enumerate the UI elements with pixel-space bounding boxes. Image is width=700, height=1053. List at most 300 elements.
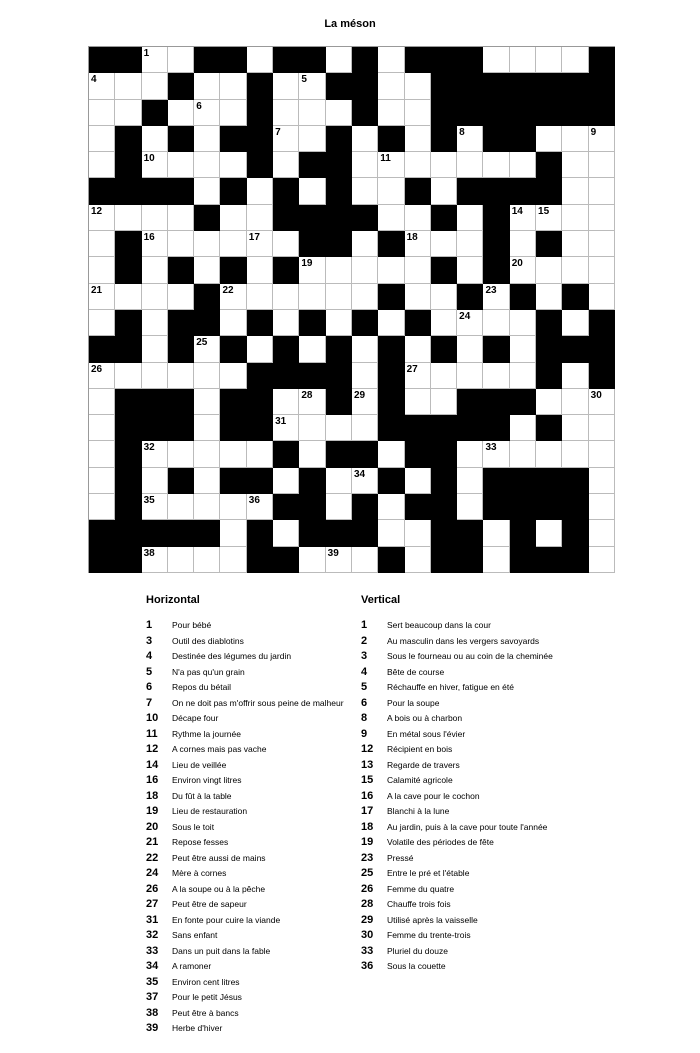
grid-cell[interactable] (115, 100, 141, 126)
grid-cell[interactable] (405, 73, 431, 99)
grid-cell[interactable] (194, 100, 220, 126)
grid-cell[interactable] (247, 494, 273, 520)
clue-item[interactable] (146, 712, 344, 728)
grid-cell[interactable] (220, 231, 246, 257)
grid-cell[interactable] (510, 47, 536, 73)
grid-cell[interactable] (457, 310, 483, 336)
grid-cell[interactable] (510, 441, 536, 467)
grid-cell[interactable] (142, 257, 168, 283)
grid-cell[interactable] (220, 284, 246, 310)
clue-number: 24 (146, 867, 159, 879)
clue-item[interactable] (146, 852, 344, 868)
grid-cell[interactable] (352, 126, 378, 152)
grid-cell[interactable] (89, 494, 115, 520)
grid-cell[interactable] (405, 468, 431, 494)
grid-cell-black (194, 520, 220, 546)
grid-cell[interactable] (247, 284, 273, 310)
grid-cell[interactable] (536, 284, 562, 310)
grid-cell[interactable] (168, 205, 194, 231)
clue-item[interactable] (361, 681, 553, 697)
grid-cell[interactable] (194, 494, 220, 520)
grid-cell[interactable] (457, 468, 483, 494)
grid-cell[interactable] (562, 257, 588, 283)
grid-cell[interactable] (589, 205, 615, 231)
grid-cell[interactable] (326, 47, 352, 73)
grid-cell[interactable] (220, 363, 246, 389)
grid-cell[interactable] (536, 126, 562, 152)
grid-cell[interactable] (589, 547, 615, 573)
grid-cell-black (326, 441, 352, 467)
clue-item[interactable] (361, 728, 553, 744)
grid-cell[interactable] (194, 441, 220, 467)
cell-number: 29 (353, 389, 366, 401)
grid-cell[interactable] (562, 178, 588, 204)
grid-cell[interactable] (142, 284, 168, 310)
grid-cell[interactable] (273, 520, 299, 546)
clue-item[interactable] (361, 867, 553, 883)
grid-cell[interactable] (589, 468, 615, 494)
grid-cell[interactable] (457, 126, 483, 152)
clue-item[interactable] (361, 743, 553, 759)
grid-cell[interactable] (457, 336, 483, 362)
grid-cell[interactable] (247, 178, 273, 204)
clue-item[interactable] (146, 1022, 344, 1038)
grid-cell[interactable] (194, 257, 220, 283)
grid-cell[interactable] (431, 152, 457, 178)
grid-cell-black (589, 100, 615, 126)
clue-item[interactable] (146, 945, 344, 961)
grid-cell[interactable] (405, 336, 431, 362)
grid-cell[interactable] (378, 494, 404, 520)
grid-cell[interactable] (89, 284, 115, 310)
clue-item[interactable] (361, 898, 553, 914)
grid-cell[interactable] (194, 152, 220, 178)
grid-cell[interactable] (273, 152, 299, 178)
grid-cell[interactable] (247, 441, 273, 467)
grid-cell[interactable] (115, 205, 141, 231)
grid-cell[interactable] (194, 389, 220, 415)
grid-cell[interactable] (168, 231, 194, 257)
grid-cell-black (115, 231, 141, 257)
grid-cell[interactable] (378, 310, 404, 336)
clue-item[interactable] (146, 728, 344, 744)
grid-cell[interactable] (89, 126, 115, 152)
grid-cell[interactable] (89, 310, 115, 336)
grid-cell[interactable] (299, 547, 325, 573)
clue-item[interactable] (146, 650, 344, 666)
grid-cell[interactable] (220, 152, 246, 178)
grid-cell[interactable] (378, 441, 404, 467)
grid-cell[interactable] (194, 547, 220, 573)
grid-cell-black (405, 494, 431, 520)
grid-cell[interactable] (273, 126, 299, 152)
grid-cell[interactable] (562, 415, 588, 441)
clue-item[interactable] (146, 821, 344, 837)
grid-cell[interactable] (352, 415, 378, 441)
grid-cell[interactable] (483, 441, 509, 467)
clue-item[interactable] (146, 883, 344, 899)
grid-cell[interactable] (142, 494, 168, 520)
grid-cell[interactable] (483, 363, 509, 389)
grid-cell[interactable] (89, 415, 115, 441)
grid-cell[interactable] (142, 73, 168, 99)
grid-cell[interactable] (247, 47, 273, 73)
grid-cell[interactable] (405, 205, 431, 231)
grid-cell[interactable] (326, 310, 352, 336)
grid-cell[interactable] (89, 205, 115, 231)
clue-item[interactable] (361, 929, 553, 945)
grid-cell[interactable] (220, 547, 246, 573)
grid-cell-black (457, 178, 483, 204)
clue-item[interactable] (361, 852, 553, 868)
grid-cell[interactable] (405, 100, 431, 126)
grid-cell[interactable] (562, 310, 588, 336)
grid-cell[interactable] (510, 152, 536, 178)
grid-cell[interactable] (326, 257, 352, 283)
clue-text: Outil des diablotins (172, 635, 244, 646)
grid-cell[interactable] (536, 205, 562, 231)
clue-item[interactable] (146, 991, 344, 1007)
clue-item[interactable] (361, 883, 553, 899)
clue-item[interactable] (361, 666, 553, 682)
grid-cell[interactable] (378, 73, 404, 99)
grid-cell[interactable] (352, 336, 378, 362)
grid-cell[interactable] (510, 363, 536, 389)
grid-cell[interactable] (378, 205, 404, 231)
grid-cell[interactable] (142, 126, 168, 152)
cell-number: 35 (143, 495, 155, 507)
grid-cell[interactable] (89, 441, 115, 467)
clue-item[interactable] (146, 759, 344, 775)
grid-cell[interactable] (378, 100, 404, 126)
grid-cell[interactable] (405, 231, 431, 257)
grid-cell[interactable] (220, 310, 246, 336)
grid-cell[interactable] (299, 415, 325, 441)
grid-cell[interactable] (168, 547, 194, 573)
grid-cell-black (431, 100, 457, 126)
grid-cell[interactable] (273, 100, 299, 126)
grid-cell[interactable] (589, 126, 615, 152)
grid-cell[interactable] (431, 310, 457, 336)
grid-cell[interactable] (378, 47, 404, 73)
clue-item[interactable] (146, 960, 344, 976)
grid-cell[interactable] (326, 100, 352, 126)
grid-cell[interactable] (510, 336, 536, 362)
grid-cell[interactable] (168, 441, 194, 467)
grid-cell[interactable] (326, 468, 352, 494)
grid-cell[interactable] (483, 47, 509, 73)
grid-cell[interactable] (299, 100, 325, 126)
grid-cell[interactable] (352, 284, 378, 310)
grid-cell[interactable] (299, 126, 325, 152)
grid-cell[interactable] (431, 389, 457, 415)
grid-cell[interactable] (352, 547, 378, 573)
grid-cell[interactable] (536, 257, 562, 283)
clue-item[interactable] (361, 914, 553, 930)
clue-item[interactable] (361, 821, 553, 837)
grid-cell[interactable] (326, 415, 352, 441)
grid-cell[interactable] (220, 73, 246, 99)
grid-cell[interactable] (352, 152, 378, 178)
grid-cell[interactable] (536, 520, 562, 546)
grid-cell[interactable] (589, 415, 615, 441)
grid-cell[interactable] (405, 152, 431, 178)
grid-cell[interactable] (510, 415, 536, 441)
grid-cell[interactable] (352, 389, 378, 415)
grid-cell[interactable] (457, 441, 483, 467)
grid-cell[interactable] (89, 231, 115, 257)
grid-cell[interactable] (589, 284, 615, 310)
grid-cell[interactable] (378, 257, 404, 283)
grid-cell-black (273, 336, 299, 362)
clue-item[interactable] (146, 774, 344, 790)
grid-cell[interactable] (142, 468, 168, 494)
grid-cell[interactable] (483, 310, 509, 336)
clue-item[interactable] (361, 774, 553, 790)
grid-cell[interactable] (405, 284, 431, 310)
grid-cell[interactable] (405, 363, 431, 389)
grid-cell[interactable] (405, 547, 431, 573)
grid-cell[interactable] (168, 152, 194, 178)
grid-cell-black (562, 336, 588, 362)
clue-item[interactable] (146, 929, 344, 945)
grid-cell[interactable] (431, 284, 457, 310)
grid-cell[interactable] (405, 126, 431, 152)
grid-cell[interactable] (457, 257, 483, 283)
grid-cell[interactable] (536, 389, 562, 415)
clue-item[interactable] (361, 960, 553, 976)
grid-cell[interactable] (326, 494, 352, 520)
clue-item[interactable] (146, 666, 344, 682)
grid-cell[interactable] (299, 284, 325, 310)
cell-number: 12 (91, 205, 103, 217)
grid-cell[interactable] (562, 389, 588, 415)
grid-cell[interactable] (562, 441, 588, 467)
grid-cell[interactable] (194, 415, 220, 441)
grid-cell[interactable] (405, 520, 431, 546)
clue-item[interactable] (146, 914, 344, 930)
grid-cell[interactable] (142, 231, 168, 257)
grid-cell[interactable] (142, 152, 168, 178)
grid-cell[interactable] (510, 205, 536, 231)
grid-cell[interactable] (115, 363, 141, 389)
grid-cell-black (299, 363, 325, 389)
crossword-grid (88, 46, 615, 573)
grid-cell[interactable] (273, 415, 299, 441)
grid-cell[interactable] (457, 152, 483, 178)
clue-item[interactable] (146, 976, 344, 992)
grid-cell[interactable] (142, 205, 168, 231)
grid-cell[interactable] (89, 363, 115, 389)
grid-cell[interactable] (326, 284, 352, 310)
grid-cell[interactable] (273, 231, 299, 257)
grid-cell[interactable] (299, 336, 325, 362)
grid-cell[interactable] (194, 231, 220, 257)
grid-cell[interactable] (89, 468, 115, 494)
grid-cell[interactable] (89, 152, 115, 178)
grid-cell[interactable] (299, 178, 325, 204)
grid-cell[interactable] (194, 363, 220, 389)
grid-cell[interactable] (589, 257, 615, 283)
clue-item[interactable] (146, 898, 344, 914)
grid-cell[interactable] (483, 520, 509, 546)
clue-item[interactable] (146, 635, 344, 651)
grid-cell[interactable] (589, 231, 615, 257)
clue-item[interactable] (361, 759, 553, 775)
vertical-heading: Vertical (361, 594, 401, 606)
clue-item[interactable] (146, 619, 344, 635)
grid-cell[interactable] (194, 126, 220, 152)
puzzle-title: La méson (324, 18, 376, 30)
grid-cell[interactable] (378, 178, 404, 204)
grid-cell[interactable] (247, 231, 273, 257)
clue-item[interactable] (146, 805, 344, 821)
grid-cell[interactable] (562, 231, 588, 257)
grid-cell[interactable] (299, 441, 325, 467)
grid-cell[interactable] (247, 205, 273, 231)
grid-cell[interactable] (431, 178, 457, 204)
clue-item[interactable] (361, 712, 553, 728)
clue-item[interactable] (361, 836, 553, 852)
grid-cell-black (431, 415, 457, 441)
grid-cell[interactable] (299, 73, 325, 99)
grid-cell[interactable] (378, 520, 404, 546)
clue-item[interactable] (146, 867, 344, 883)
grid-cell[interactable] (194, 73, 220, 99)
clue-number: 33 (146, 944, 159, 957)
grid-cell[interactable] (220, 494, 246, 520)
grid-cell[interactable] (510, 310, 536, 336)
grid-cell[interactable] (431, 231, 457, 257)
grid-cell[interactable] (326, 547, 352, 573)
grid-cell[interactable] (589, 152, 615, 178)
grid-cell[interactable] (352, 178, 378, 204)
grid-cell-black (194, 47, 220, 73)
grid-cell[interactable] (352, 363, 378, 389)
grid-cell[interactable] (220, 205, 246, 231)
grid-cell[interactable] (168, 100, 194, 126)
grid-cell[interactable] (589, 441, 615, 467)
grid-cell[interactable] (220, 100, 246, 126)
grid-cell[interactable] (378, 152, 404, 178)
grid-cell[interactable] (142, 47, 168, 73)
clue-item[interactable] (146, 790, 344, 806)
grid-cell[interactable] (589, 178, 615, 204)
grid-cell[interactable] (273, 389, 299, 415)
clue-text: Du fût à la table (172, 790, 232, 801)
clue-item[interactable] (146, 1007, 344, 1023)
grid-cell[interactable] (142, 336, 168, 362)
grid-cell[interactable] (220, 520, 246, 546)
grid-cell[interactable] (168, 494, 194, 520)
grid-cell[interactable] (247, 257, 273, 283)
grid-cell[interactable] (536, 47, 562, 73)
grid-cell[interactable] (220, 441, 246, 467)
grid-cell-black (431, 520, 457, 546)
grid-cell[interactable] (89, 73, 115, 99)
clue-item[interactable] (361, 790, 553, 806)
cell-number: 9 (590, 126, 597, 138)
grid-cell-black (220, 468, 246, 494)
clue-item[interactable] (361, 805, 553, 821)
grid-cell[interactable] (168, 363, 194, 389)
grid-cell[interactable] (510, 257, 536, 283)
grid-cell[interactable] (115, 73, 141, 99)
grid-cell[interactable] (194, 336, 220, 362)
grid-cell[interactable] (562, 47, 588, 73)
grid-cell[interactable] (536, 441, 562, 467)
grid-cell[interactable] (589, 520, 615, 546)
grid-cell[interactable] (168, 47, 194, 73)
grid-cell[interactable] (299, 389, 325, 415)
clue-item[interactable] (361, 650, 553, 666)
grid-cell[interactable] (194, 468, 220, 494)
grid-cell[interactable] (273, 284, 299, 310)
clue-item[interactable] (361, 945, 553, 961)
clue-text: Repos du bétail (172, 682, 232, 692)
clue-item[interactable] (146, 681, 344, 697)
clue-item[interactable] (146, 697, 344, 713)
grid-cell[interactable] (457, 231, 483, 257)
grid-cell[interactable] (89, 100, 115, 126)
grid-cell[interactable] (299, 257, 325, 283)
clue-item[interactable] (146, 836, 344, 852)
grid-cell[interactable] (405, 389, 431, 415)
grid-cell[interactable] (142, 547, 168, 573)
clue-text: On ne doit pas m'offrir sous peine de malheur (172, 697, 344, 708)
grid-cell[interactable] (89, 257, 115, 283)
clue-item[interactable] (361, 619, 553, 635)
grid-cell-black (378, 547, 404, 573)
grid-cell[interactable] (589, 389, 615, 415)
grid-cell[interactable] (142, 363, 168, 389)
grid-cell[interactable] (457, 363, 483, 389)
grid-cell[interactable] (562, 363, 588, 389)
grid-cell[interactable] (273, 468, 299, 494)
grid-cell[interactable] (457, 205, 483, 231)
grid-cell[interactable] (115, 284, 141, 310)
grid-cell[interactable] (168, 284, 194, 310)
grid-cell[interactable] (483, 284, 509, 310)
grid-cell[interactable] (483, 152, 509, 178)
grid-cell[interactable] (352, 468, 378, 494)
grid-cell[interactable] (194, 178, 220, 204)
grid-cell[interactable] (89, 389, 115, 415)
grid-cell[interactable] (562, 205, 588, 231)
grid-cell[interactable] (405, 257, 431, 283)
grid-cell[interactable] (273, 73, 299, 99)
grid-cell[interactable] (562, 126, 588, 152)
grid-cell[interactable] (142, 441, 168, 467)
grid-cell[interactable] (142, 310, 168, 336)
grid-cell[interactable] (589, 494, 615, 520)
clue-item[interactable] (146, 743, 344, 759)
grid-cell[interactable] (457, 494, 483, 520)
grid-cell-black (536, 178, 562, 204)
grid-cell[interactable] (352, 257, 378, 283)
clue-item[interactable] (361, 635, 553, 651)
grid-cell[interactable] (352, 231, 378, 257)
grid-cell[interactable] (510, 231, 536, 257)
clue-number: 23 (361, 851, 374, 864)
grid-cell[interactable] (562, 152, 588, 178)
clue-number: 34 (146, 960, 159, 972)
grid-cell[interactable] (273, 310, 299, 336)
grid-cell[interactable] (483, 547, 509, 573)
grid-cell[interactable] (431, 363, 457, 389)
grid-cell[interactable] (247, 336, 273, 362)
clue-item[interactable] (361, 697, 553, 713)
